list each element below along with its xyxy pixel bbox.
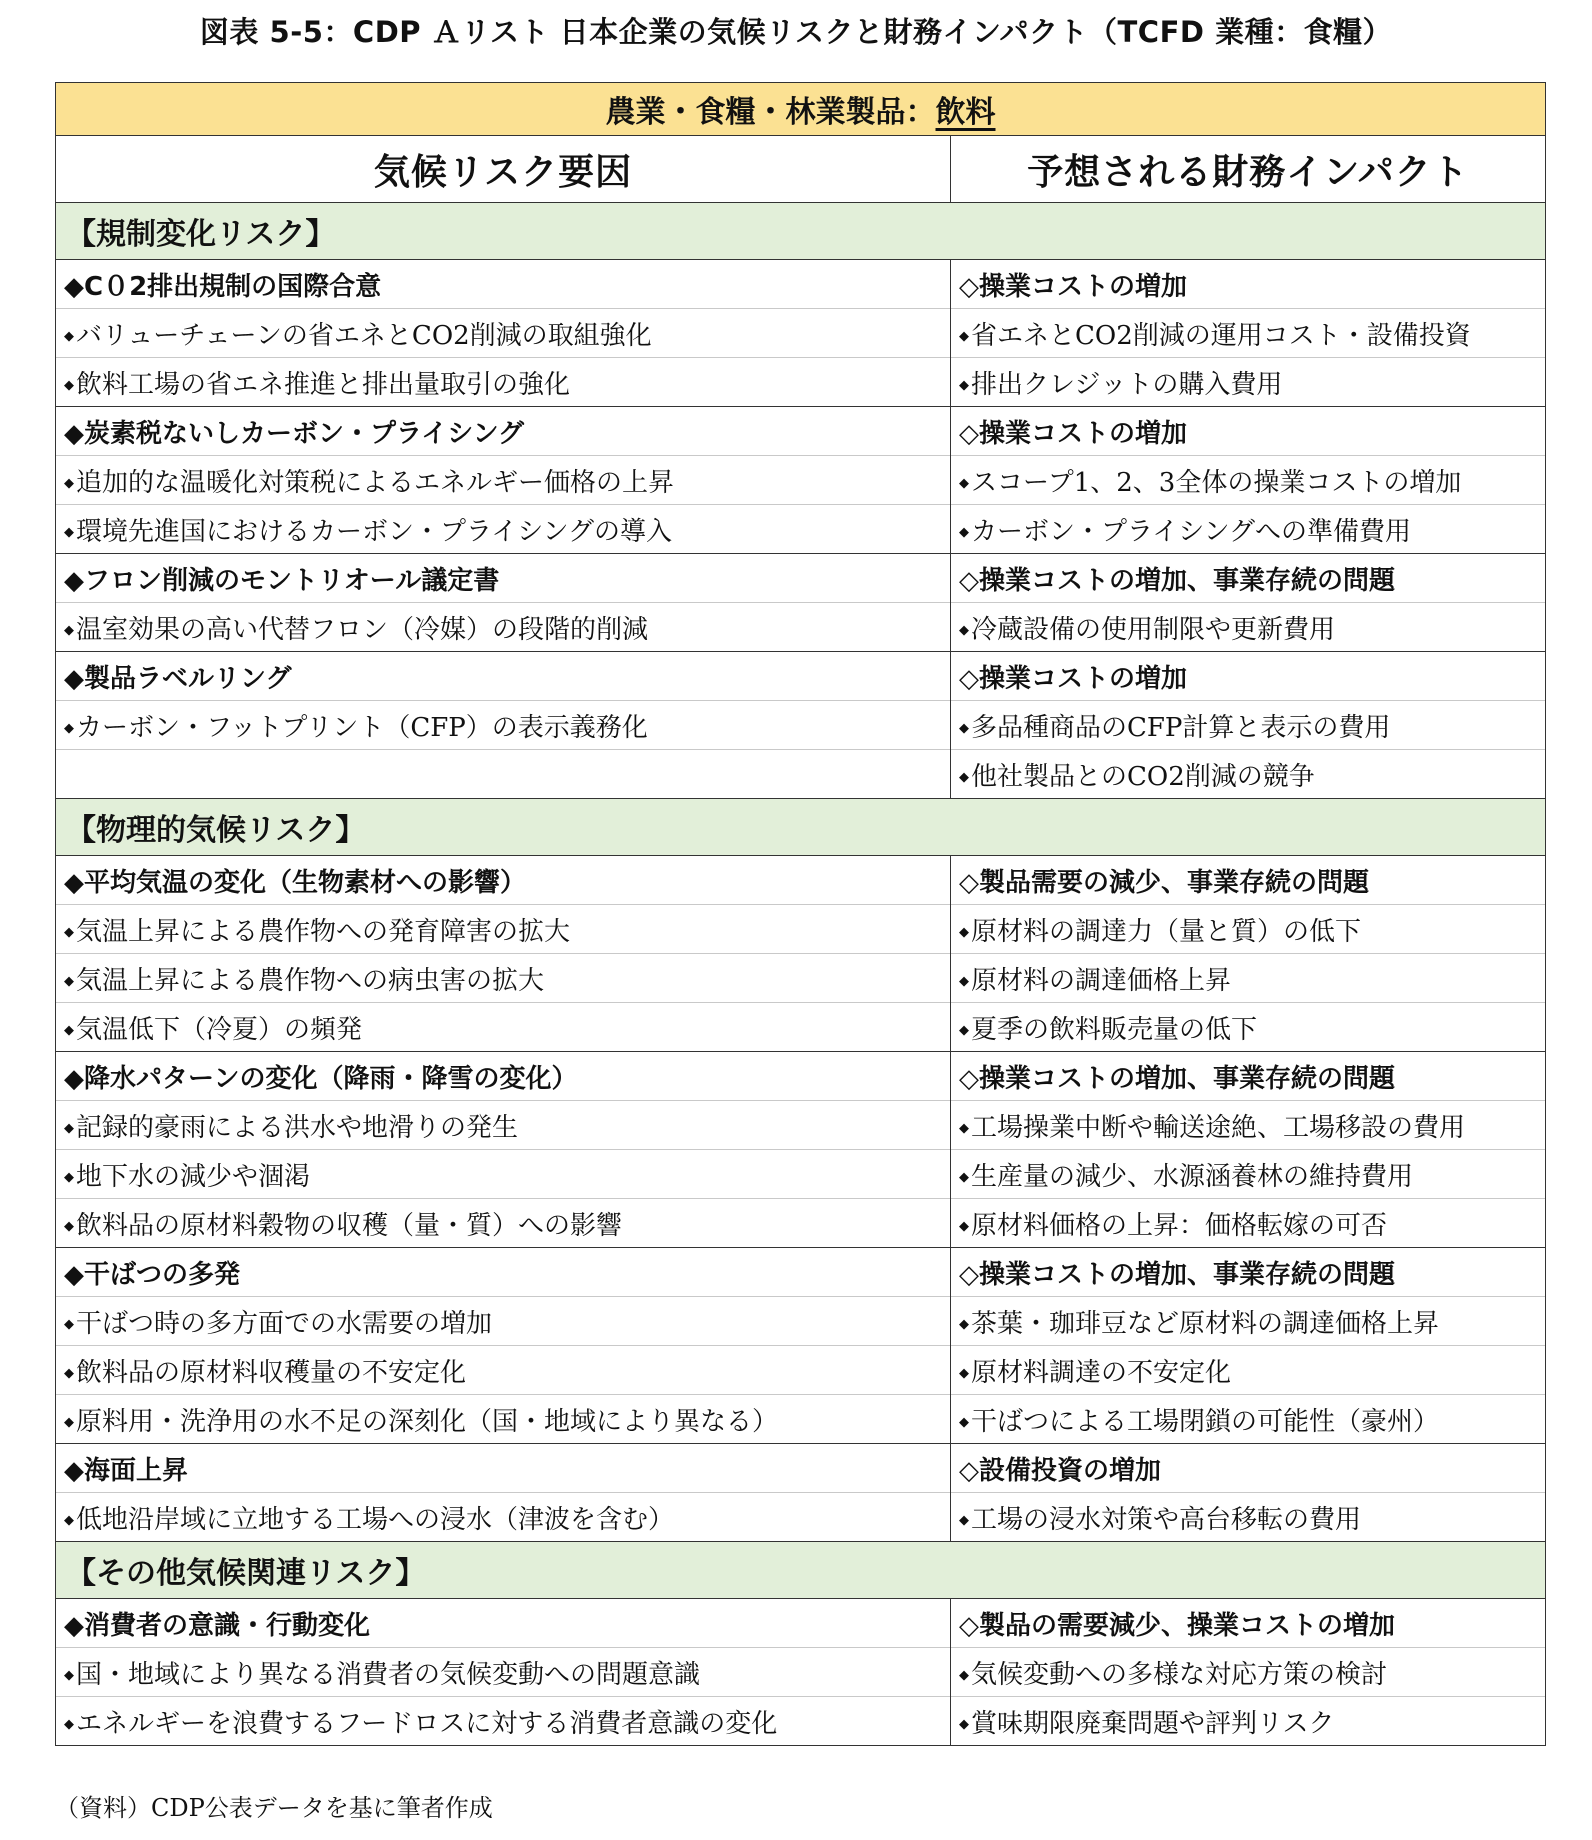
risk-factor-item	[56, 701, 951, 750]
risk-factor-item	[56, 309, 951, 358]
risk-factor-text: 飲料品の原材料収穫量の不安定化	[76, 1357, 467, 1388]
impact-heading: ◇製品の需要減少、操業コストの増加	[951, 1599, 1546, 1648]
bullet-icon: ◆	[64, 721, 74, 736]
risk-factor-text: 温室効果の高い代替フロン（冷媒）の段階的削減	[76, 614, 649, 645]
bullet-icon: ◆	[959, 1366, 969, 1381]
risk-item-row	[56, 1493, 1546, 1542]
impact-heading: ◇操業コストの増加	[951, 652, 1546, 701]
risk-factor-item	[56, 905, 951, 954]
bullet-icon: ◆	[959, 1415, 969, 1430]
risk-item-row	[56, 1003, 1546, 1052]
impact-text: 夏季の飲料販売量の低下	[971, 1014, 1258, 1045]
section-label: 【規制変化リスク】	[56, 203, 1546, 260]
bullet-icon: ◆	[64, 1219, 74, 1234]
bullet-icon: ◆	[64, 1121, 74, 1136]
bullet-icon: ◆	[959, 1121, 969, 1136]
risk-factor-heading: ◆製品ラベルリング	[56, 652, 951, 701]
bullet-icon: ◆	[64, 1170, 74, 1185]
risk-item-row	[56, 954, 1546, 1003]
impact-text: 原材料の調達価格上昇	[971, 965, 1232, 996]
risk-table-body	[56, 83, 1546, 1746]
impact-text: 排出クレジットの購入費用	[971, 369, 1283, 400]
risk-factor-heading: ◆C０2排出規制の国際合意	[56, 260, 951, 309]
risk-factor-text: カーボン・フットプリント（CFP）の表示義務化	[76, 712, 648, 743]
impact-text: 工場操業中断や輸送途絶、工場移設の費用	[971, 1112, 1466, 1143]
risk-factor-item	[56, 750, 951, 799]
bullet-icon: ◆	[959, 721, 969, 736]
risk-factor-text: 低地沿岸域に立地する工場への浸水（津波を含む）	[76, 1504, 675, 1535]
risk-factor-item	[56, 1101, 951, 1150]
risk-factor-heading: ◆消費者の意識・行動変化	[56, 1599, 951, 1648]
impact-item	[951, 750, 1546, 799]
impact-item	[951, 1101, 1546, 1150]
risk-group-header-row	[56, 1599, 1546, 1648]
impact-item	[951, 1697, 1546, 1746]
bullet-icon: ◆	[959, 623, 969, 638]
risk-factor-text: バリューチェーンの省エネとCO2削減の取組強化	[76, 320, 652, 351]
risk-factor-heading: ◆フロン削減のモントリオール議定書	[56, 554, 951, 603]
impact-text: スコープ1、2、3全体の操業コストの増加	[971, 467, 1462, 498]
risk-table	[55, 82, 1546, 1746]
risk-item-row	[56, 1697, 1546, 1746]
risk-factor-text: 記録的豪雨による洪水や地滑りの発生	[76, 1112, 519, 1143]
risk-factor-text: 飲料品の原材料穀物の収穫（量・質）への影響	[76, 1210, 623, 1241]
risk-factor-item	[56, 1150, 951, 1199]
bullet-icon: ◆	[64, 525, 74, 540]
category-highlight: 飲料	[935, 95, 996, 130]
impact-text: 工場の浸水対策や高台移転の費用	[971, 1504, 1362, 1535]
bullet-icon: ◆	[959, 1717, 969, 1732]
figure-title: 図表 5-5：CDP Ａリスト 日本企業の気候リスクと財務インパクト（TCFD 業種：食糧）	[199, 15, 1393, 49]
risk-item-row	[56, 456, 1546, 505]
bullet-icon: ◆	[959, 1317, 969, 1332]
risk-group-header-row	[56, 1248, 1546, 1297]
risk-factor-heading: ◆炭素税ないしカーボン・プライシング	[56, 407, 951, 456]
impact-item	[951, 603, 1546, 652]
impact-text: 他社製品とのCO2削減の競争	[971, 761, 1315, 792]
risk-factor-text: 追加的な温暖化対策税によるエネルギー価格の上昇	[76, 467, 675, 498]
impact-item	[951, 905, 1546, 954]
impact-heading: ◇製品需要の減少、事業存続の問題	[951, 856, 1546, 905]
bullet-icon: ◆	[64, 925, 74, 940]
impact-item	[951, 309, 1546, 358]
risk-item-row	[56, 1101, 1546, 1150]
risk-item-row	[56, 505, 1546, 554]
impact-item	[951, 1493, 1546, 1542]
bullet-icon: ◆	[64, 1366, 74, 1381]
risk-group-header-row	[56, 260, 1546, 309]
section-row	[56, 1542, 1546, 1599]
risk-group-header-row	[56, 554, 1546, 603]
impact-heading: ◇操業コストの増加	[951, 260, 1546, 309]
risk-item-row	[56, 1346, 1546, 1395]
section-row	[56, 203, 1546, 260]
bullet-icon: ◆	[64, 1513, 74, 1528]
impact-text: 原材料調達の不安定化	[971, 1357, 1232, 1388]
risk-item-row	[56, 1150, 1546, 1199]
risk-item-row	[56, 1648, 1546, 1697]
risk-item-row	[56, 750, 1546, 799]
source-note: （資料）CDP公表データを基に筆者作成	[55, 1794, 493, 1822]
risk-factor-text: 地下水の減少や涸渇	[76, 1161, 311, 1192]
risk-factor-text: 気温上昇による農作物への発育障害の拡大	[76, 916, 571, 947]
risk-factor-item	[56, 1297, 951, 1346]
impact-heading: ◇操業コストの増加、事業存続の問題	[951, 554, 1546, 603]
category-cell	[56, 83, 1546, 136]
risk-factor-item	[56, 456, 951, 505]
column-header-impact: 予想される財務インパクト	[951, 136, 1546, 203]
risk-item-row	[56, 358, 1546, 407]
risk-factor-item	[56, 505, 951, 554]
impact-item	[951, 954, 1546, 1003]
bullet-icon: ◆	[64, 1415, 74, 1430]
risk-factor-item	[56, 1346, 951, 1395]
risk-factor-item	[56, 1648, 951, 1697]
category-prefix: 農業・食糧・林業製品：	[605, 95, 936, 130]
bullet-icon: ◆	[959, 525, 969, 540]
bullet-icon: ◆	[959, 476, 969, 491]
impact-heading: ◇操業コストの増加、事業存続の問題	[951, 1248, 1546, 1297]
section-row	[56, 799, 1546, 856]
impact-text: 気候変動への多様な対応方策の検討	[971, 1659, 1388, 1690]
section-label: 【物理的気候リスク】	[56, 799, 1546, 856]
impact-text: 原材料の調達力（量と質）の低下	[971, 916, 1362, 947]
bullet-icon: ◆	[959, 1170, 969, 1185]
impact-heading: ◇設備投資の増加	[951, 1444, 1546, 1493]
impact-text: 干ばつによる工場閉鎖の可能性（豪州）	[971, 1406, 1440, 1437]
bullet-icon: ◆	[64, 476, 74, 491]
bullet-icon: ◆	[959, 974, 969, 989]
impact-text: 冷蔵設備の使用制限や更新費用	[971, 614, 1336, 645]
impact-item	[951, 1199, 1546, 1248]
column-header-row	[56, 136, 1546, 203]
risk-factor-item	[56, 603, 951, 652]
impact-item	[951, 358, 1546, 407]
risk-factor-item	[56, 1493, 951, 1542]
category-row	[56, 83, 1546, 136]
impact-text: 原材料価格の上昇：価格転嫁の可否	[971, 1210, 1388, 1241]
impact-text: 茶葉・珈琲豆など原材料の調達価格上昇	[971, 1308, 1440, 1339]
impact-item	[951, 1150, 1546, 1199]
risk-group-header-row	[56, 1444, 1546, 1493]
risk-factor-heading: ◆平均気温の変化（生物素材への影響）	[56, 856, 951, 905]
impact-item	[951, 1648, 1546, 1697]
bullet-icon: ◆	[64, 378, 74, 393]
impact-item	[951, 456, 1546, 505]
risk-factor-text: 原料用・洗浄用の水不足の深刻化（国・地域により異なる）	[76, 1406, 779, 1437]
impact-item	[951, 701, 1546, 750]
impact-item	[951, 1003, 1546, 1052]
risk-factor-heading: ◆降水パターンの変化（降雨・降雪の変化）	[56, 1052, 951, 1101]
risk-item-row	[56, 701, 1546, 750]
risk-item-row	[56, 309, 1546, 358]
risk-factor-text: 環境先進国におけるカーボン・プライシングの導入	[76, 516, 673, 547]
impact-item	[951, 1346, 1546, 1395]
risk-factor-text: 飲料工場の省エネ推進と排出量取引の強化	[76, 369, 571, 400]
impact-text: 省エネとCO2削減の運用コスト・設備投資	[971, 320, 1471, 351]
bullet-icon: ◆	[64, 1668, 74, 1683]
risk-group-header-row	[56, 407, 1546, 456]
risk-item-row	[56, 1395, 1546, 1444]
impact-text: 賞味期限廃棄問題や評判リスク	[971, 1708, 1335, 1739]
impact-item	[951, 1395, 1546, 1444]
risk-factor-item	[56, 1697, 951, 1746]
risk-group-header-row	[56, 652, 1546, 701]
bullet-icon: ◆	[64, 329, 74, 344]
risk-factor-text: 干ばつ時の多方面での水需要の増加	[76, 1308, 493, 1339]
bullet-icon: ◆	[959, 925, 969, 940]
bullet-icon: ◆	[959, 378, 969, 393]
impact-text: カーボン・プライシングへの準備費用	[971, 516, 1412, 547]
bullet-icon: ◆	[64, 623, 74, 638]
risk-factor-item	[56, 1003, 951, 1052]
risk-group-header-row	[56, 856, 1546, 905]
bullet-icon: ◆	[959, 1668, 969, 1683]
bullet-icon: ◆	[64, 1023, 74, 1038]
column-header-factor: 気候リスク要因	[56, 136, 951, 203]
impact-item	[951, 505, 1546, 554]
risk-factor-item	[56, 1199, 951, 1248]
risk-factor-heading: ◆海面上昇	[56, 1444, 951, 1493]
section-label: 【その他気候関連リスク】	[56, 1542, 1546, 1599]
bullet-icon: ◆	[959, 770, 969, 785]
bullet-icon: ◆	[959, 1513, 969, 1528]
impact-text: 生産量の減少、水源涵養林の維持費用	[971, 1161, 1414, 1192]
risk-factor-item	[56, 358, 951, 407]
risk-factor-text: 気温上昇による農作物への病虫害の拡大	[76, 965, 545, 996]
risk-factor-item	[56, 954, 951, 1003]
impact-heading: ◇操業コストの増加	[951, 407, 1546, 456]
risk-item-row	[56, 603, 1546, 652]
risk-item-row	[56, 905, 1546, 954]
risk-factor-text: 国・地域により異なる消費者の気候変動への問題意識	[76, 1659, 701, 1690]
risk-item-row	[56, 1297, 1546, 1346]
impact-heading: ◇操業コストの増加、事業存続の問題	[951, 1052, 1546, 1101]
bullet-icon: ◆	[64, 1317, 74, 1332]
risk-item-row	[56, 1199, 1546, 1248]
bullet-icon: ◆	[959, 329, 969, 344]
risk-factor-text: 気温低下（冷夏）の頻発	[76, 1014, 363, 1045]
bullet-icon: ◆	[64, 974, 74, 989]
risk-group-header-row	[56, 1052, 1546, 1101]
bullet-icon: ◆	[959, 1219, 969, 1234]
risk-factor-heading: ◆干ばつの多発	[56, 1248, 951, 1297]
impact-text: 多品種商品のCFP計算と表示の費用	[971, 712, 1391, 743]
bullet-icon: ◆	[64, 1717, 74, 1732]
bullet-icon: ◆	[959, 1023, 969, 1038]
impact-item	[951, 1297, 1546, 1346]
risk-factor-text: エネルギーを浪費するフードロスに対する消費者意識の変化	[76, 1708, 778, 1739]
risk-factor-item	[56, 1395, 951, 1444]
